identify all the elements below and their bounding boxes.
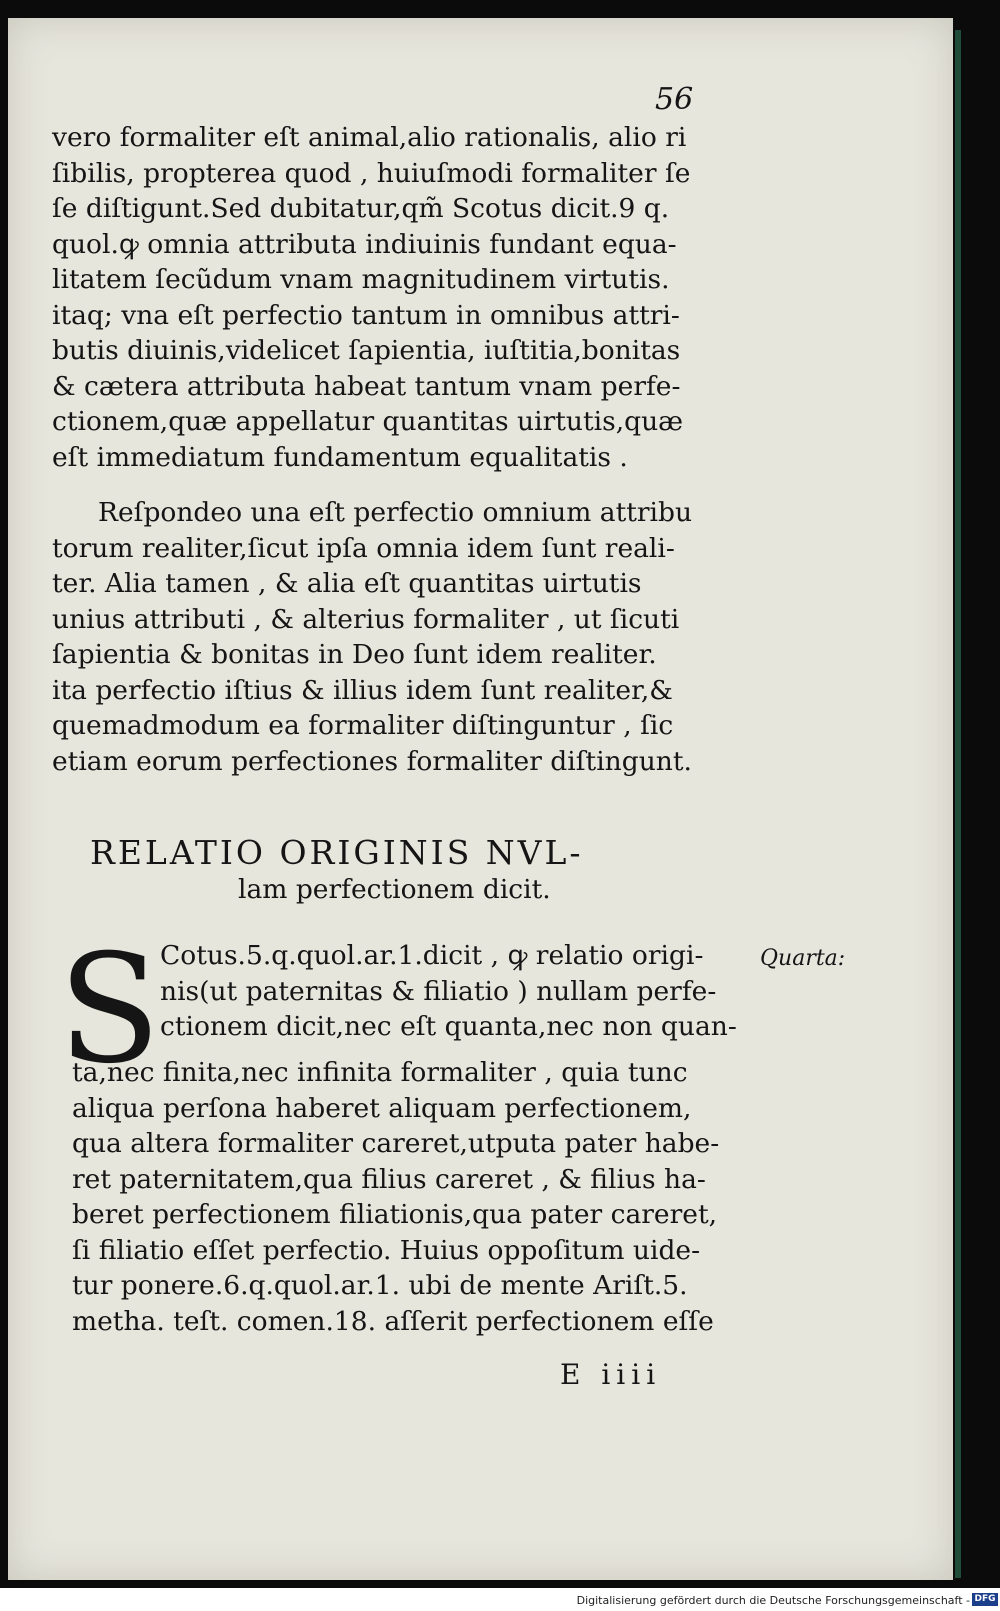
- text-line: ret paternitatem,qua filius careret , & filius ha-: [72, 1163, 706, 1195]
- digitization-credit: Digitalisierung gefördert durch die Deutsche Forschungsgemeinschaft -: [576, 1594, 970, 1607]
- text-line: metha. teſt. comen.18. aſſerit perfectionem eſſe: [72, 1305, 714, 1337]
- text-line: litatem ſecũdum vnam magnitudinem virtutis.: [52, 264, 670, 295]
- text-line: qua altera formaliter careret,utputa pater habe-: [72, 1128, 720, 1159]
- text-line: ſapientia & bonitas in Deo ſunt idem realiter.: [52, 639, 657, 670]
- paragraph-3-indented: [160, 938, 760, 1045]
- text-line: nis(ut paternitas & filiatio ) nullam perfe-: [160, 975, 717, 1007]
- text-line: ſe diſtigunt.Sed dubitatur,qm̃ Scotus dicit.9 q.: [52, 193, 670, 224]
- text-line: ter. Alia tamen , & alia eſt quantitas uirtutis: [52, 568, 642, 599]
- text-line: quemadmodum ea formaliter diſtinguntur , ſic: [52, 710, 674, 741]
- text-line: ſi filiatio eſſet perfectio. Huius oppoſitum uide-: [72, 1234, 701, 1266]
- page-number: 56: [655, 82, 694, 117]
- section-heading: RELATIO ORIGINIS NVL-: [90, 833, 584, 872]
- paragraph-2: [52, 495, 752, 779]
- margin-note: Quarta:: [760, 946, 846, 971]
- paragraph-3: [72, 1055, 762, 1339]
- dfg-logo: DFG: [972, 1593, 998, 1606]
- text-line: quol.ꝙ omnia attributa indiuinis fundant equa-: [52, 228, 677, 260]
- text-line: itaq; vna eſt perfectio tantum in omnibus attri-: [52, 299, 680, 331]
- text-line: torum realiter,ſicut ipſa omnia idem ſunt reali-: [52, 532, 675, 564]
- text-line: unius attributi , & alterius formaliter , ut ſicuti: [52, 603, 680, 635]
- text-line: ta,nec finita,nec infinita formaliter , quia tunc: [72, 1057, 688, 1088]
- text-line: eſt immediatum fundamentum equalitatis .: [52, 441, 628, 473]
- page-edge: [955, 30, 961, 1578]
- text-line: ſibilis, propterea quod , huiuſmodi formaliter ſe: [52, 157, 691, 189]
- paragraph-1: [52, 120, 752, 475]
- text-line: & cætera attributa habeat tantum vnam perfe-: [52, 370, 681, 402]
- drop-capital: S: [58, 923, 161, 1097]
- text-line: aliqua perſona haberet aliquam perfectionem,: [72, 1092, 692, 1124]
- text-line: ctionem dicit,nec eſt quanta,nec non quan-: [160, 1011, 737, 1042]
- signature-mark: E iiii: [560, 1358, 662, 1391]
- text-line: Reſpondeo una eſt perfectio omnium attribu: [98, 497, 693, 528]
- text-line: beret perfectionem filiationis,qua pater careret,: [72, 1199, 718, 1230]
- text-line: butis diuinis,videlicet ſapientia, iuſtitia,bonitas: [52, 335, 681, 366]
- text-line: Cotus.5.q.quol.ar.1.dicit , ꝙ relatio origi-: [160, 940, 704, 971]
- text-line: tur ponere.6.q.quol.ar.1. ubi de mente Ariſt.5.: [72, 1270, 688, 1301]
- section-subheading: lam perfectionem dicit.: [238, 874, 551, 905]
- text-line: ita perfectio iſtius & illius idem ſunt realiter,&: [52, 674, 673, 706]
- text-line: vero formaliter eſt animal,alio rationalis, alio ri: [52, 122, 687, 153]
- text-line: etiam eorum perfectiones formaliter diſtingunt.: [52, 745, 692, 777]
- text-line: ctionem,quæ appellatur quantitas uirtutis,quæ: [52, 406, 684, 437]
